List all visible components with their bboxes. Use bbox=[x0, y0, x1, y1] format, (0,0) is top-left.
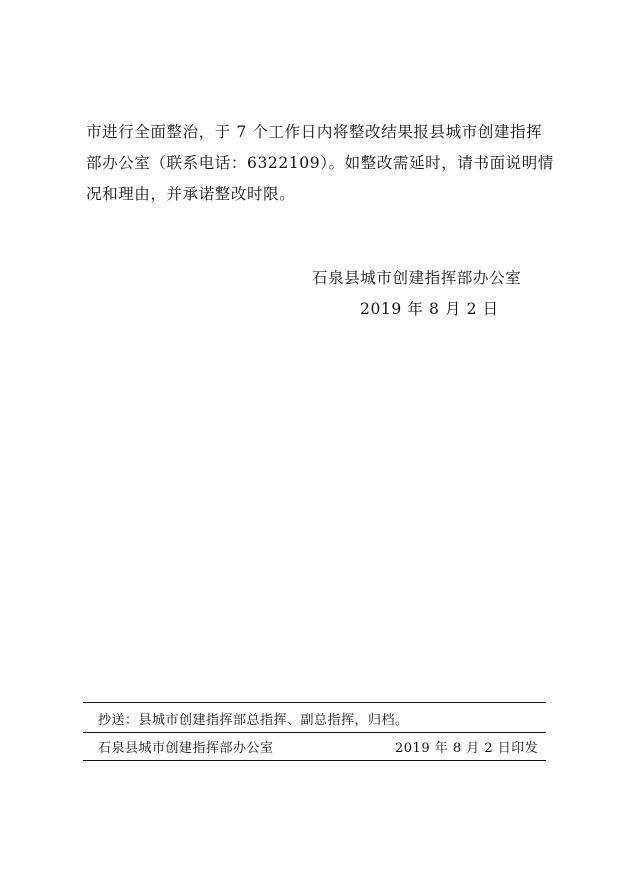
body-text-line: 部办公室（联系电话：6322109）。如整改需延时，请书面说明情 bbox=[86, 154, 554, 172]
footer-bottom-rule bbox=[83, 760, 546, 761]
footer-top-rule bbox=[83, 702, 546, 703]
body-text-line: 市进行全面整治，于 7 个工作日内将整改结果报县城市创建指挥 bbox=[86, 123, 543, 141]
footer-middle-rule bbox=[83, 732, 546, 733]
body-text-line: 况和理由，并承诺整改时限。 bbox=[86, 185, 296, 203]
issuing-office: 石泉县城市创建指挥部办公室 bbox=[98, 741, 274, 756]
cc-recipients: 抄送：县城市创建指挥部总指挥、副总指挥，归档。 bbox=[98, 713, 409, 728]
print-date: 2019 年 8 月 2 日印发 bbox=[395, 741, 539, 756]
signature-organization: 石泉县城市创建指挥部办公室 bbox=[312, 269, 522, 287]
signature-date: 2019 年 8 月 2 日 bbox=[360, 300, 499, 318]
